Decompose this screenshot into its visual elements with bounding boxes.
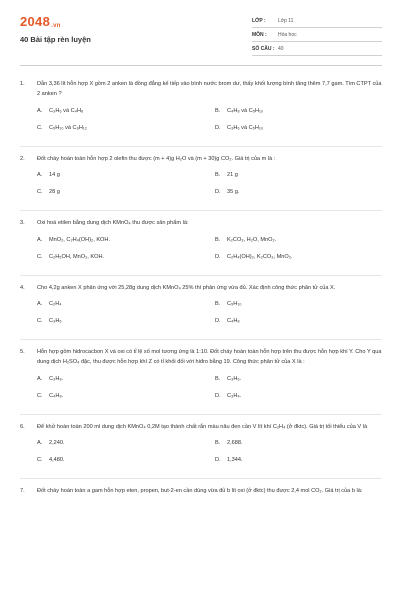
question-divider — [20, 146, 382, 147]
answer-option[interactable] — [37, 106, 207, 116]
question-divider — [20, 275, 382, 276]
option-text: C₂H₄ — [49, 301, 62, 308]
answer-option[interactable] — [215, 316, 385, 326]
option-letter: A. — [37, 375, 43, 382]
meta-key: SỐ CÂU : — [252, 46, 275, 52]
document-header — [20, 14, 382, 62]
option-text: C₃H₈. — [49, 375, 64, 382]
option-letter: D. — [215, 457, 221, 464]
answer-option[interactable] — [37, 374, 207, 384]
answer-option[interactable] — [215, 438, 385, 448]
option-letter: B. — [215, 440, 221, 447]
header-divider — [20, 65, 382, 66]
option-text: C₃H₆. — [227, 375, 242, 382]
option-text: 4,480. — [49, 457, 65, 464]
answer-options — [37, 106, 382, 144]
option-letter: D. — [215, 124, 221, 131]
option-text: C₂H₅OH, MnO₂, KOH. — [49, 253, 105, 260]
option-text: 1,344. — [227, 457, 243, 464]
option-letter: B. — [215, 236, 221, 243]
option-letter: D. — [215, 189, 221, 196]
question-item — [20, 347, 382, 412]
option-letter: C. — [37, 189, 43, 196]
question-item — [20, 283, 382, 337]
answer-option[interactable] — [215, 170, 385, 180]
question-divider — [20, 210, 382, 211]
question-number: 2. — [20, 155, 25, 162]
option-text: C₂H₄(OH)₂, K₂CO₃, MnO₂. — [227, 253, 293, 260]
option-text: C₄H₈ và C₅H₁₀ — [227, 107, 264, 114]
option-letter: A. — [37, 440, 43, 447]
option-text: C₃H₄. — [227, 392, 242, 399]
question-divider — [20, 414, 382, 415]
meta-row-count — [252, 42, 382, 56]
option-letter: C. — [37, 457, 43, 464]
answer-options — [37, 235, 382, 273]
option-letter: D. — [215, 392, 221, 399]
option-text: C₄H₈. — [49, 392, 64, 399]
option-text: C₃H₆ và C₄H₈ — [49, 107, 84, 114]
meta-row-subject — [252, 28, 382, 42]
answer-option[interactable] — [37, 123, 207, 133]
question-text: Đốt cháy hoàn toàn a gam hỗn hợp eten, propen, but-2-en cần dùng vừa đủ b lít oxi (ở đktc) thu được 2,4 mol CO₂. Giá trị của b là: — [37, 488, 363, 495]
meta-value: 40 — [278, 46, 284, 52]
option-letter: B. — [215, 301, 221, 308]
option-text: C₃H₆ — [49, 318, 62, 325]
answer-option[interactable] — [215, 455, 385, 465]
question-number: 1. — [20, 81, 25, 87]
answer-option[interactable] — [37, 316, 207, 326]
meta-row-class — [252, 14, 382, 28]
option-letter: A. — [37, 107, 43, 114]
answer-option[interactable] — [37, 391, 207, 401]
meta-value: Hóa học — [278, 32, 297, 38]
answer-option[interactable] — [215, 391, 385, 401]
option-letter: A. — [37, 236, 43, 243]
option-letter: C. — [37, 124, 43, 131]
answer-option[interactable] — [215, 252, 385, 262]
option-letter: B. — [215, 107, 221, 114]
answer-options — [37, 438, 382, 476]
answer-option[interactable] — [37, 438, 207, 448]
answer-option[interactable] — [37, 187, 207, 197]
question-item — [20, 154, 382, 208]
option-text: 28 g — [49, 189, 60, 196]
answer-option[interactable] — [37, 299, 207, 309]
question-divider — [20, 339, 382, 340]
question-number: 3. — [20, 220, 25, 227]
answer-option[interactable] — [215, 123, 385, 133]
answer-option[interactable] — [37, 170, 207, 180]
question-item — [20, 486, 382, 496]
option-text: K₂CO₃, H₂O, MnO₂. — [227, 236, 277, 243]
option-text: 35 g. — [227, 189, 240, 196]
meta-key: MÔN : — [252, 32, 267, 38]
option-text: 2,240. — [49, 440, 65, 447]
option-text: C₅H₁₀ — [227, 301, 242, 308]
answer-options — [37, 170, 382, 208]
answer-options — [37, 374, 382, 412]
option-text: C₄H₈ — [227, 318, 240, 325]
answer-option[interactable] — [215, 374, 385, 384]
option-text: 2,688. — [227, 440, 243, 447]
answer-option[interactable] — [215, 299, 385, 309]
question-item — [20, 218, 382, 272]
site-logo[interactable]: $2048_{.vn}$ — [20, 14, 61, 29]
question-text: Để khử hoàn toàn 200 ml dung dịch KMnO₄ 0,2M tạo thành chất rắn màu nâu đen cần V lít khí C₂H₄ (ở đktc). Giá trị tối thiểu của V là — [37, 423, 368, 430]
option-letter: C. — [37, 392, 43, 399]
answer-options — [37, 299, 382, 337]
answer-option[interactable] — [37, 252, 207, 262]
option-letter: B. — [215, 375, 221, 382]
question-item — [20, 79, 382, 144]
question-text: Hỗn hợp gồm hidrocacbon X và oxi có tỉ lệ số mol tương ứng là 1:10. Đốt cháy hoàn toàn hỗn hợp trên thu được hỗn hợp khí Y. Cho Y qua dung dịch H₂SO₄ đặc, thu được hỗn hợp khí Z có tỉ khối đối với hiđro bằng 19. Công thức phân tử của X là : — [37, 349, 382, 366]
option-text: 21 g — [227, 172, 238, 179]
option-text: C₅H₁₀ và C₆H₁₂ — [49, 124, 87, 131]
option-text: MnO₂, C₂H₄(OH)₂, KOH. — [49, 236, 111, 243]
question-item — [20, 422, 382, 476]
question-text: Đốt cháy hoàn toàn hỗn hợp 2 olefin thu được (m + 4)g H₂O và (m + 30)g CO₂. Giá trị của m là : — [37, 155, 276, 162]
question-number: 7. — [20, 488, 25, 495]
option-letter: B. — [215, 172, 221, 179]
answer-option[interactable] — [37, 235, 207, 245]
question-number: 6. — [20, 423, 25, 430]
option-letter: A. — [37, 172, 43, 179]
answer-option[interactable] — [215, 106, 385, 116]
answer-option[interactable] — [215, 235, 385, 245]
option-text: C₃H₆ và C₅H₁₀ — [227, 124, 264, 131]
meta-value: Lớp 11 — [278, 18, 294, 24]
document-title: 40 Bài tập rèn luyện — [20, 35, 91, 44]
option-letter: C. — [37, 318, 43, 325]
option-letter: D. — [215, 253, 221, 260]
question-number: 5. — [20, 349, 25, 356]
question-text: Dẫn 3,36 lít hỗn hợp X gồm 2 anken là đồng đẳng kế tiếp vào bình nước brom dư, thấy khối lượng bình tăng thêm 7,7 gam. Tìm CTPT của 2 anken ? — [37, 81, 382, 98]
question-divider — [20, 478, 382, 479]
option-letter: D. — [215, 318, 221, 325]
option-letter: C. — [37, 253, 43, 260]
question-text: Cho 4,2g anken X phản ứng với 25,28g dung dịch KMnO₄ 25% thì phản ứng vừa đủ. Xác định công thức phân tử của X. — [37, 284, 336, 291]
question-text: Oxi hoá etilen bằng dung dịch KMnO₄ thu được sản phẩm là: — [37, 220, 189, 227]
option-text: 14 g — [49, 172, 60, 179]
question-list — [20, 79, 382, 497]
answer-option[interactable] — [215, 187, 385, 197]
meta-info — [252, 14, 382, 56]
answer-option[interactable] — [37, 455, 207, 465]
question-number: 4. — [20, 284, 25, 291]
meta-key: LỚP : — [252, 18, 266, 24]
option-letter: A. — [37, 301, 43, 308]
